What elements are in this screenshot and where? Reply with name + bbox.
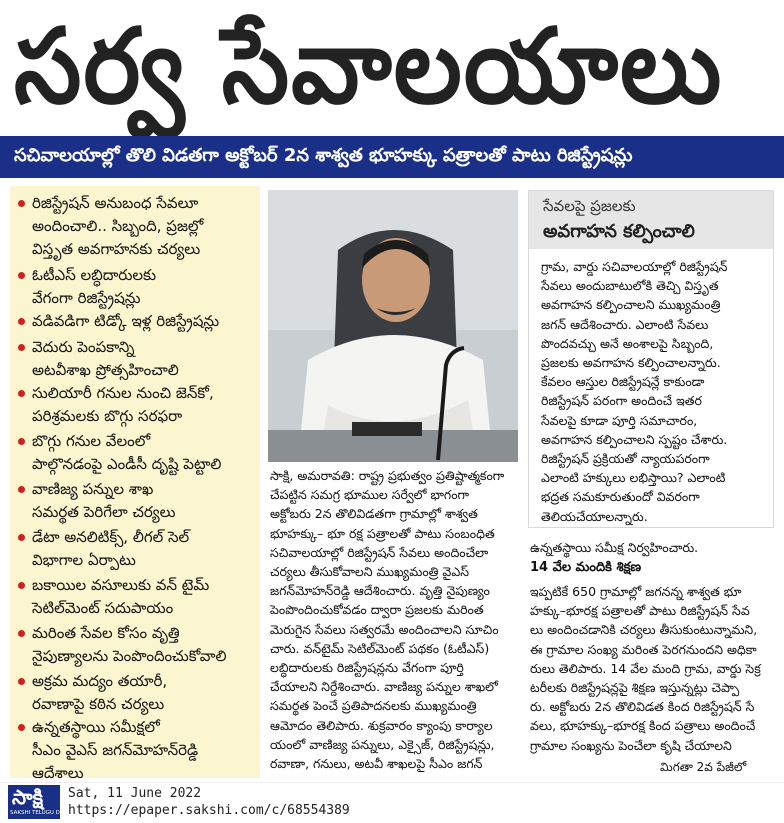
sakshi-logo <box>8 785 71 819</box>
bullet-dot-icon <box>18 438 25 445</box>
highlights-panel: రిజిస్ట్రేషన్ అనుబంధ సేవలూ అందించాలి.. సిబ్బంది, ప్రజల్లో విస్తృత అవగాహనకు చర్యలు ఓటీఎస్ లబ్ధిదారులకు వేగంగా రిజిస్ట్రేషన్లు వడివడిగా టిడ్కో ఇళ్ల రిజిస్ట్రేషన్లు వెదురు పెంపకాన్ని అటవీశాఖ ప్రోత్సహించాలి సులియారీ గనుల నుంచి జెన్‌కో, పరిశ్రమలకు బొగ్గు సరఫరా బొగ్గు గనుల వేలంలో పాల్గొనడంపై ఎండీసీ దృష్టి పెట్టాలి వాణిజ్య పన్నుల శాఖ సమర్థత పెరిగేలా చర్యలు డేటా అనలిటిక్స్, లీగల్ సెల్ విభాగాల ఏర్పాటు బకాయిల వసూలుకు వన్ టైమ్ సెటిల్‌మెంట్ సదుపాయం మరింత సేవల కోసం వృత్తి నైపుణ్యాలను పెంపొందించుకోవాలి అక్రమ మద్యం తయారీ, రవాణాపై కఠిన చర్యలు ఉన్నతస్థాయి సమీక్షలో సీఎం వైఎస్ జగన్‌మోహన్‌రెడ్డి ఆదేశాలు <box>10 186 260 778</box>
subheadline-bar <box>0 136 784 178</box>
sidebar-box-header <box>529 191 773 249</box>
continued-on: మిగతా 2వ పేజీలో <box>660 760 747 774</box>
bullet-dot-icon <box>18 344 25 351</box>
bullet-dot-icon <box>18 678 25 685</box>
sidebar-box <box>528 190 774 528</box>
footer-url[interactable]: https://epaper.sakshi.com/c/68554389 <box>68 803 350 818</box>
sidebar-box-title-line2: అవగాహన కల్పించాలి <box>543 221 695 242</box>
logo-subtext: SAKSHI TELUGU DAILY <box>10 810 71 816</box>
headline-text: సర్వ సేవాలయాలు <box>14 6 724 127</box>
bullet-dot-icon <box>18 724 25 731</box>
bullet-dot-icon <box>18 390 25 397</box>
footer <box>0 782 784 823</box>
logo-text: సాక్షి <box>12 785 44 809</box>
footer-date: Sat, 11 June 2022 <box>68 786 202 801</box>
cm-photo-image <box>268 190 518 462</box>
second-article: ఇప్పటికే 650 గ్రామాల్లో జగనన్న శాశ్వత భూ హక్కు–భూరక్ష పత్రాలతో పాటు రిజిస్ట్రేషన్ సేవ లు అందించడానికి చర్యలు తీసుకుంటున్నామని, ఈ గ్రామాల సంఖ్య మరింత పెరగనుందని అధికా రులు తెలిపారు. 14 వేల మంది గ్రామ, వార్డు సెక్ర టరీలకు రిజిస్ట్రేషన్లపై శిక్షణ ఇస్తున్నట్లు చెప్పా రు. అక్టోబరు 2న తొలివిడత కింద రిజిస్ట్రేషన్ సే వలు, భూహక్కు–భూరక్ష కింద పత్రాలు అందించే గ్రామాల సంఖ్యను పెంచేలా కృషి చేయాలని <box>530 584 761 753</box>
sidebar-box-body: గ్రామ, వార్డు సచివాలయాల్లో రిజిస్ట్రేషన్ సేవలు అందుబాటులోకి తెచ్చి విస్తృత అవగాహన కల్పించాలని ముఖ్యమంత్రి జగన్ ఆదేశించారు. ఎలాంటి సేవలు పొందవచ్చు అనే అంశాలపై సిబ్బంది, ప్రజలకు అవగాహన కల్పించాలన్నారు. కేవలం ఆస్తుల రిజిస్ట్రేషన్లే కాకుండా రిజిస్ట్రేషన్ పరంగా అందించే ఇతర సేవలపై కూడా పూర్తి సమాచారం, అవగాహన కల్పించాలని స్పష్టం చేశారు. రిజిస్ట్రేషన్ ప్రక్రియతో న్యాయపరంగా ఎలాంటి హక్కులు లభిస్తాయి? ఎలాంటి భద్రత సమకూరుతుందో వివరంగా తెలియచేయాలన్నారు. <box>541 259 728 524</box>
bullet-dot-icon <box>18 582 25 589</box>
main-article: సాక్షి, అమరావతి: రాష్ట్ర ప్రభుత్వం ప్రతిష్టాత్మకంగా చేపట్టిన సమగ్ర భూముల సర్వేలో భాగంగా అక్టోబరు 2న తొలివిడతగా గ్రామాల్లో శాశ్వత భూహక్కు– భూ రక్ష పత్రాలతో పాటు సంబంధిత సచివాలయాల్లో రిజిస్ట్రేషన్ సేవలు అందించేలా చర్యలు తీసుకోవాలని ముఖ్యమంత్రి వైఎస్ జగన్‌మోహన్‌రెడ్డి ఆదేశించారు. వృత్తి నైపుణ్యం పెంపొందించుకోవడం ద్వారా ప్రజలకు మరింత మెరుగైన సేవలు సత్వరమే అందించాలని సూచిం చారు. వన్‌టైమ్ సెటిల్‌మెంట్ పథకం (ఓటీఎస్) లబ్ధిదారులకు రిజిస్ట్రేషన్లను వేగంగా పూర్తి చేయాలని నిర్దేశించారు. వాణిజ్య పన్నుల శాఖలో సమర్థత పెంచే ప్రతిపాదనలకు ముఖ్యమంత్రి ఆమోదం తెలిపారు. శుక్రవారం క్యాంపు కార్యాల యంలో వాణిజ్య పన్నులు, ఎక్సైజ్, రిజిస్ట్రేషన్లు, రవాణా, గనులు, అటవీ శాఖలపై సీఎం జగన్ <box>270 468 505 772</box>
bullet-dot-icon <box>18 200 25 207</box>
bullet-dot-icon <box>18 272 25 279</box>
sidebar-box-title-line1: సేవలపై ప్రజలకు <box>543 197 636 215</box>
bullet-dot-icon <box>18 630 25 637</box>
subheadline-text: సచివాలయాల్లో తొలి విడతగా అక్టోబర్ 2న శాశ్వత భూహక్కు పత్రాలతో పాటు రిజిస్ట్రేషన్లు <box>14 145 633 166</box>
bullet-dot-icon <box>18 318 25 325</box>
cm-photo <box>268 190 518 462</box>
bullet-dot-icon <box>18 534 25 541</box>
bullet-dot-icon <box>18 486 25 493</box>
section-subhead: 14 వేల మందికి శిక్షణ <box>530 560 642 575</box>
headline <box>0 0 784 130</box>
continuation-line: ఉన్నతస్థాయి సమీక్ష నిర్వహించారు. <box>530 540 699 555</box>
